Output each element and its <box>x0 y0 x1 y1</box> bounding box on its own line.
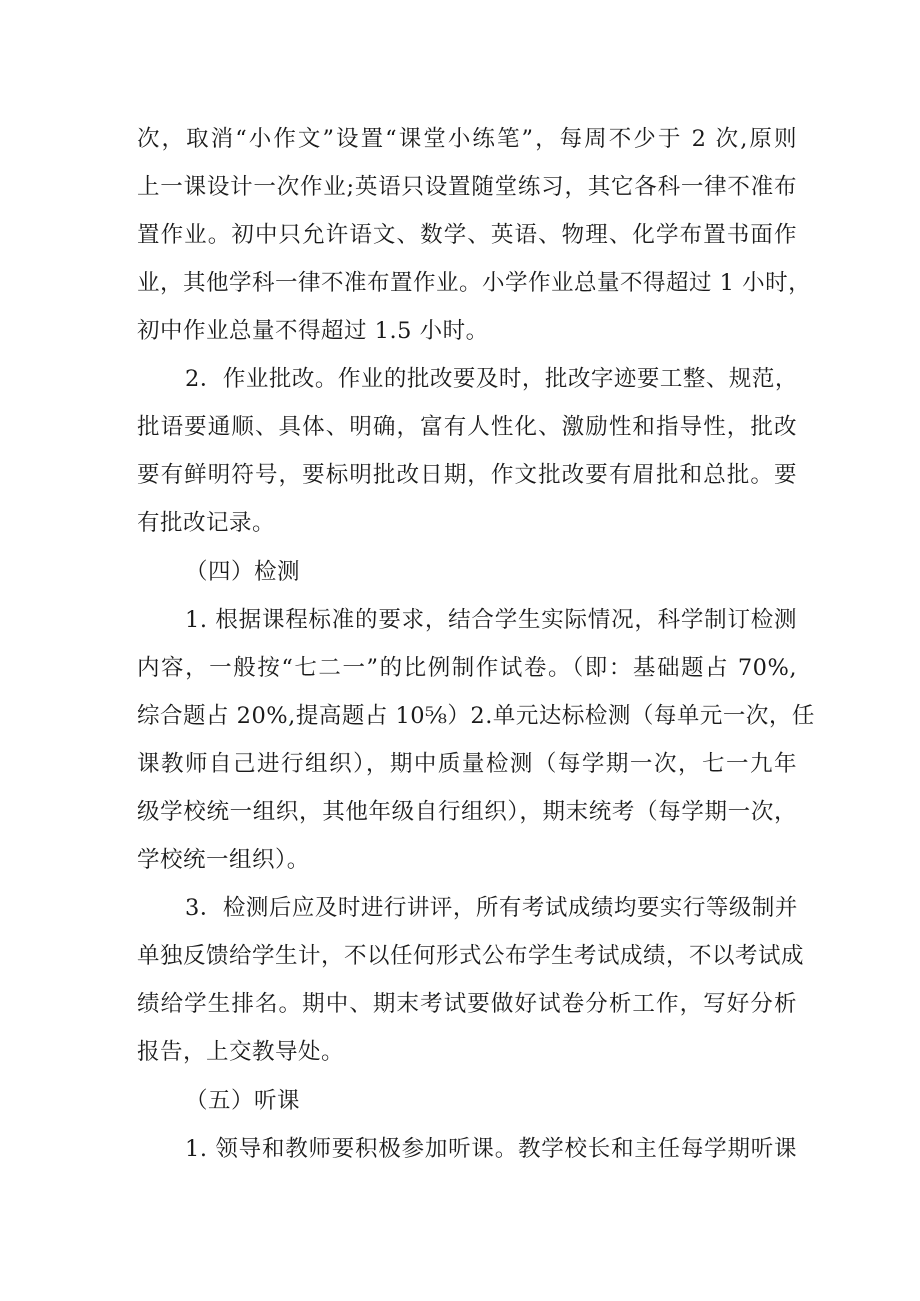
paragraph-line: 1. 领导和教师要积极参加听课。教学校长和主任每学期听课 <box>185 1136 797 1162</box>
paragraph-line: 有批改记录。 <box>137 510 276 536</box>
paragraph-line: 初中作业总量不得超过 1.5 小时。 <box>137 318 489 344</box>
paragraph-line: 绩给学生排名。期中、期末考试要做好试卷分析工作，写好分析 <box>137 991 797 1017</box>
paragraph-line: 批语要通顺、具体、明确，富有人性化、激励性和指导性，批改 <box>137 414 797 440</box>
paragraph-line: 次，取消“小作文”设置“课堂小练笔”，每周不少于 2 次,原则 <box>137 126 797 152</box>
paragraph-line: 2．作业批改。作业的批改要及时，批改字迹要工整、规范， <box>185 366 798 392</box>
paragraph-line: 学校统一组织）。 <box>137 847 310 873</box>
paragraph-line: 上一课设计一次作业;英语只设置随堂练习，其它各科一律不准布 <box>137 174 797 200</box>
paragraph-line: 报告，上交教导处。 <box>137 1039 345 1065</box>
paragraph-line: 级学校统一组织，其他年级自行组织），期末统考（每学期一次， <box>137 799 797 825</box>
paragraph-line: 课教师自己进行组织），期中质量检测（每学期一次，七一九年 <box>137 751 797 777</box>
paragraph-line: 内容，一般按“七二一”的比例制作试卷。（即：基础题占 70%, <box>137 655 797 681</box>
paragraph-line: 3．检测后应及时进行讲评，所有考试成绩均要实行等级制并 <box>185 895 798 921</box>
paragraph-line: 单独反馈给学生计，不以任何形式公布学生考试成绩，不以考试成 <box>137 943 805 969</box>
section-heading: （五）听课 <box>185 1088 301 1114</box>
paragraph-line: 业，其他学科一律不准布置作业。小学作业总量不得超过 1 小时， <box>137 270 812 296</box>
paragraph-line: 1. 根据课程标准的要求，结合学生实际情况，科学制订检测 <box>185 607 797 633</box>
section-heading: （四）检测 <box>185 559 301 585</box>
paragraph-line: 综合题占 20%,提高题占 10⅝）2.单元达标检测（每单元一次，任 <box>137 703 815 729</box>
paragraph-line: 置作业。初中只允许语文、数学、英语、物理、化学布置书面作 <box>137 222 797 248</box>
paragraph-line: 要有鲜明符号，要标明批改日期，作文批改要有眉批和总批。要 <box>137 462 797 488</box>
